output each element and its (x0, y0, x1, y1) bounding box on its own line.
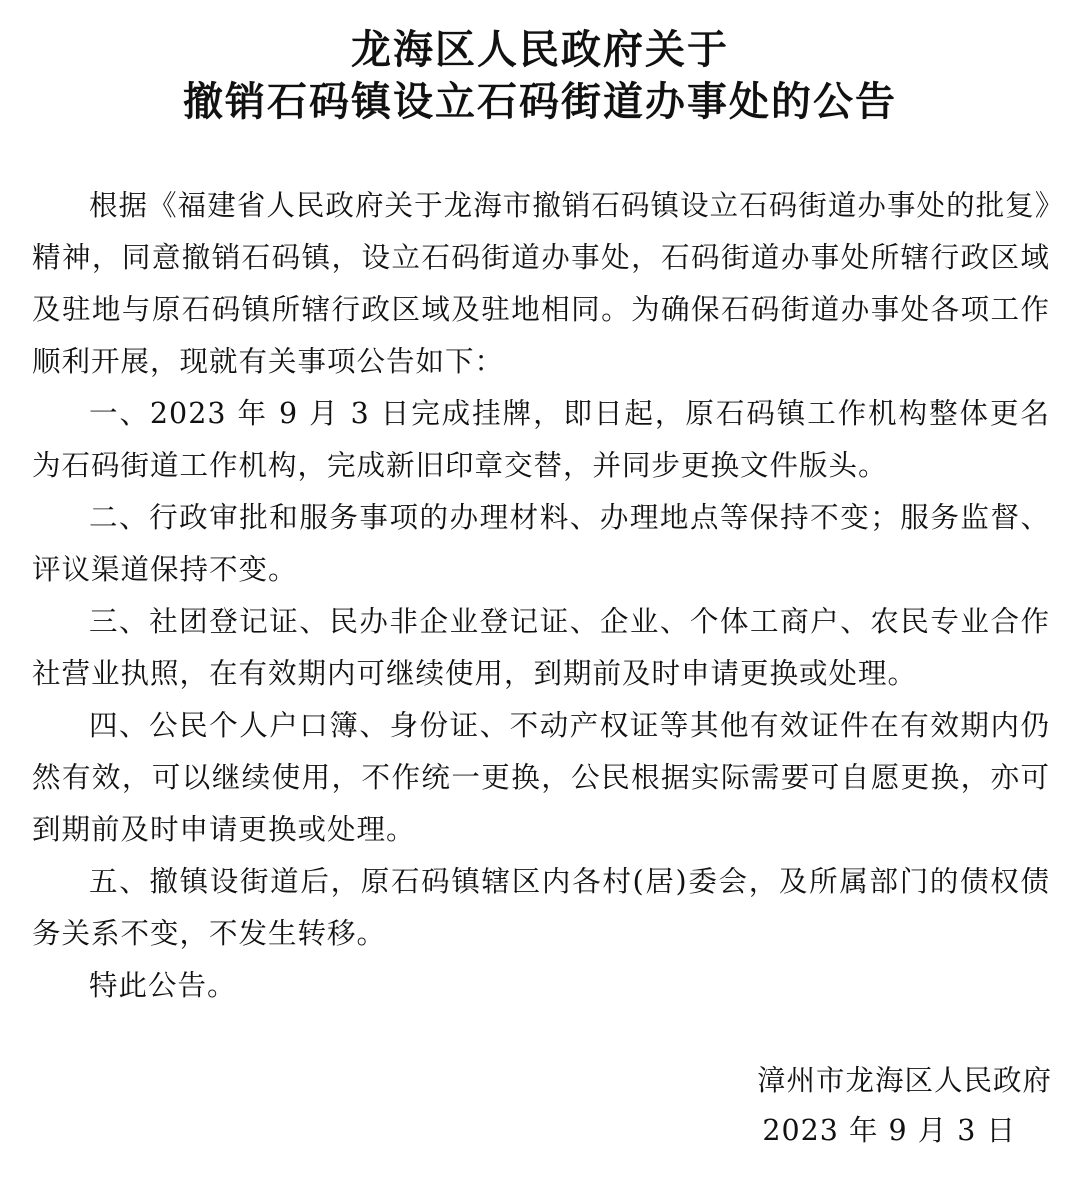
signing-organization: 漳州市龙海区人民政府 (756, 1064, 1052, 1097)
paragraph-item-5: 五、撤镇设街道后，原石码镇辖区内各村(居)委会，及所属部门的债权债务关系不变，不发生转移。 (32, 865, 1050, 950)
paragraph-item-1: 一、2023 年 9 月 3 日完成挂牌，即日起，原石码镇工作机构整体更名为石码街道工作机构，完成新旧印章交替，并同步更换文件版头。 (32, 397, 1050, 482)
paragraph-intro: 根据《福建省人民政府关于龙海市撤销石码镇设立石码街道办事处的批复》精神，同意撤销石码镇，设立石码街道办事处，石码街道办事处所辖行政区域及驻地与原石码镇所辖行政区域及驻地相同。为确保石码街道办事处各项工作顺利开展，现就有关事项公告如下： (32, 189, 1050, 378)
document-body (32, 180, 1050, 1012)
signature-block (757, 1056, 1052, 1156)
paragraph-item-2: 二、行政审批和服务事项的办理材料、办理地点等保持不变；服务监督、评议渠道保持不变。 (32, 501, 1050, 586)
title-line-1: 龙海区人民政府关于 (351, 27, 729, 73)
paragraph-item-3: 三、社团登记证、民办非企业登记证、企业、个体工商户、农民专业合作社营业执照，在有效期内可继续使用，到期前及时申请更换或处理。 (32, 605, 1050, 690)
document-title (0, 24, 1080, 128)
paragraph-closing: 特此公告。 (89, 969, 237, 1002)
title-line-2: 撤销石码镇设立石码街道办事处的公告 (183, 79, 897, 125)
signing-date: 2023 年 9 月 3 日 (762, 1114, 1016, 1147)
paragraph-item-4: 四、公民个人户口簿、身份证、不动产权证等其他有效证件在有效期内仍然有效，可以继续使用，不作统一更换，公民根据实际需要可自愿更换，亦可到期前及时申请更换或处理。 (32, 709, 1050, 846)
